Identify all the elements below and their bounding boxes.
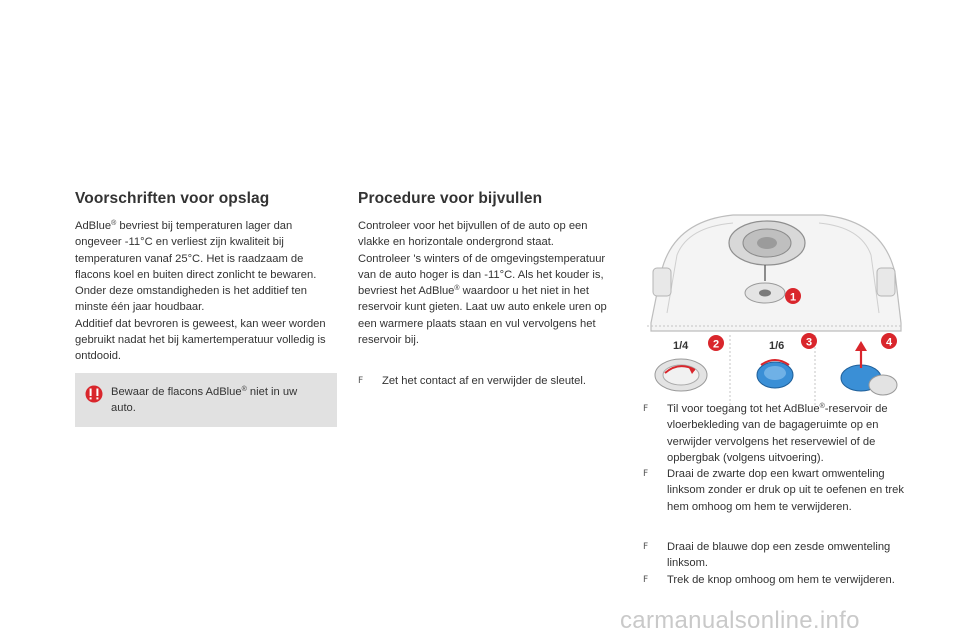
step-text: Zet het contact af en verwijder de sleutel. [382, 375, 586, 387]
warning-icon [85, 385, 103, 408]
adblue-illustration [643, 213, 905, 409]
warning-text: Bewaar de flacons AdBlue® niet in uw auto. [111, 386, 298, 415]
storage-title: Voorschriften voor opslag [75, 190, 270, 207]
bullet-arrow-icon: F [358, 376, 364, 386]
bullet-item [643, 572, 905, 588]
procedure-paragraph-2: Controleer 's winters of de omgevingstemperatuur van de auto hoger is dan -11°C. Als het kouder is, bevriest het AdBlue® waardoor u het niet in het reservoir kunt gieten. Laat uw auto enkele uren op een warmere plaats staan en vul vervolgens het reservoir bij. [358, 252, 607, 347]
illustration-svg [643, 213, 905, 409]
steps-list-2 [643, 539, 905, 588]
fraction-sixth: 1/6 [769, 340, 785, 352]
steps-list-1 [643, 401, 905, 515]
bullet-item [643, 539, 905, 572]
bullet-item [643, 466, 905, 515]
step-text: Til voor toegang tot het AdBlue®-reservoir de vloerbekleding van de bagageruimte op en verwijder vervolgens het reservewiel of de opbergbak (volgens uitvoering). [667, 403, 888, 464]
step-ignition [358, 373, 618, 389]
storage-section [75, 190, 337, 365]
bullet-item [643, 401, 905, 466]
bullet-arrow-icon: F [643, 542, 649, 552]
storage-paragraph-2: Onder deze omstandigheden is het additief ten minste één jaar houdbaar. [75, 285, 307, 314]
storage-paragraph-1: AdBlue® bevriest bij temperaturen lager dan ongeveer -11°C en verliest zijn kwaliteit bij temperaturen vanaf 25°C. Het is raadzaam de flacons koel en buiten direct zonlicht te bewaren. [75, 220, 317, 281]
bullet-arrow-icon: F [643, 404, 649, 414]
watermark: carmanualsonline.info [620, 607, 860, 634]
procedure-paragraph-1: Controleer voor het bijvullen of de auto op een vlakke en horizontale ondergrond staat. [358, 220, 588, 249]
badge-3: 3 [805, 336, 813, 349]
storage-paragraph-3: Additief dat bevroren is geweest, kan weer worden gebruikt nadat het bij kamertemperatuur volledig is ontdooid. [75, 317, 326, 363]
bullet-item [358, 373, 618, 389]
badge-1: 1 [789, 291, 797, 304]
procedure-title: Procedure voor bijvullen [358, 190, 543, 207]
fraction-quarter: 1/4 [673, 340, 689, 352]
badge-4: 4 [885, 336, 893, 349]
step-text: Trek de knop omhoog om hem te verwijderen. [667, 573, 895, 586]
badge-2: 2 [712, 338, 720, 351]
bullet-arrow-icon: F [643, 469, 649, 480]
step-text: Draai de blauwe dop een zesde omwenteling linksom. [667, 541, 891, 570]
warning-box [75, 373, 337, 427]
bullet-arrow-icon: F [643, 574, 649, 585]
procedure-section [358, 190, 616, 348]
step-text: Draai de zwarte dop een kwart omwenteling linksom zonder er druk op uit te oefenen en trek hem omhoog om hem te verwijderen. [667, 468, 904, 513]
